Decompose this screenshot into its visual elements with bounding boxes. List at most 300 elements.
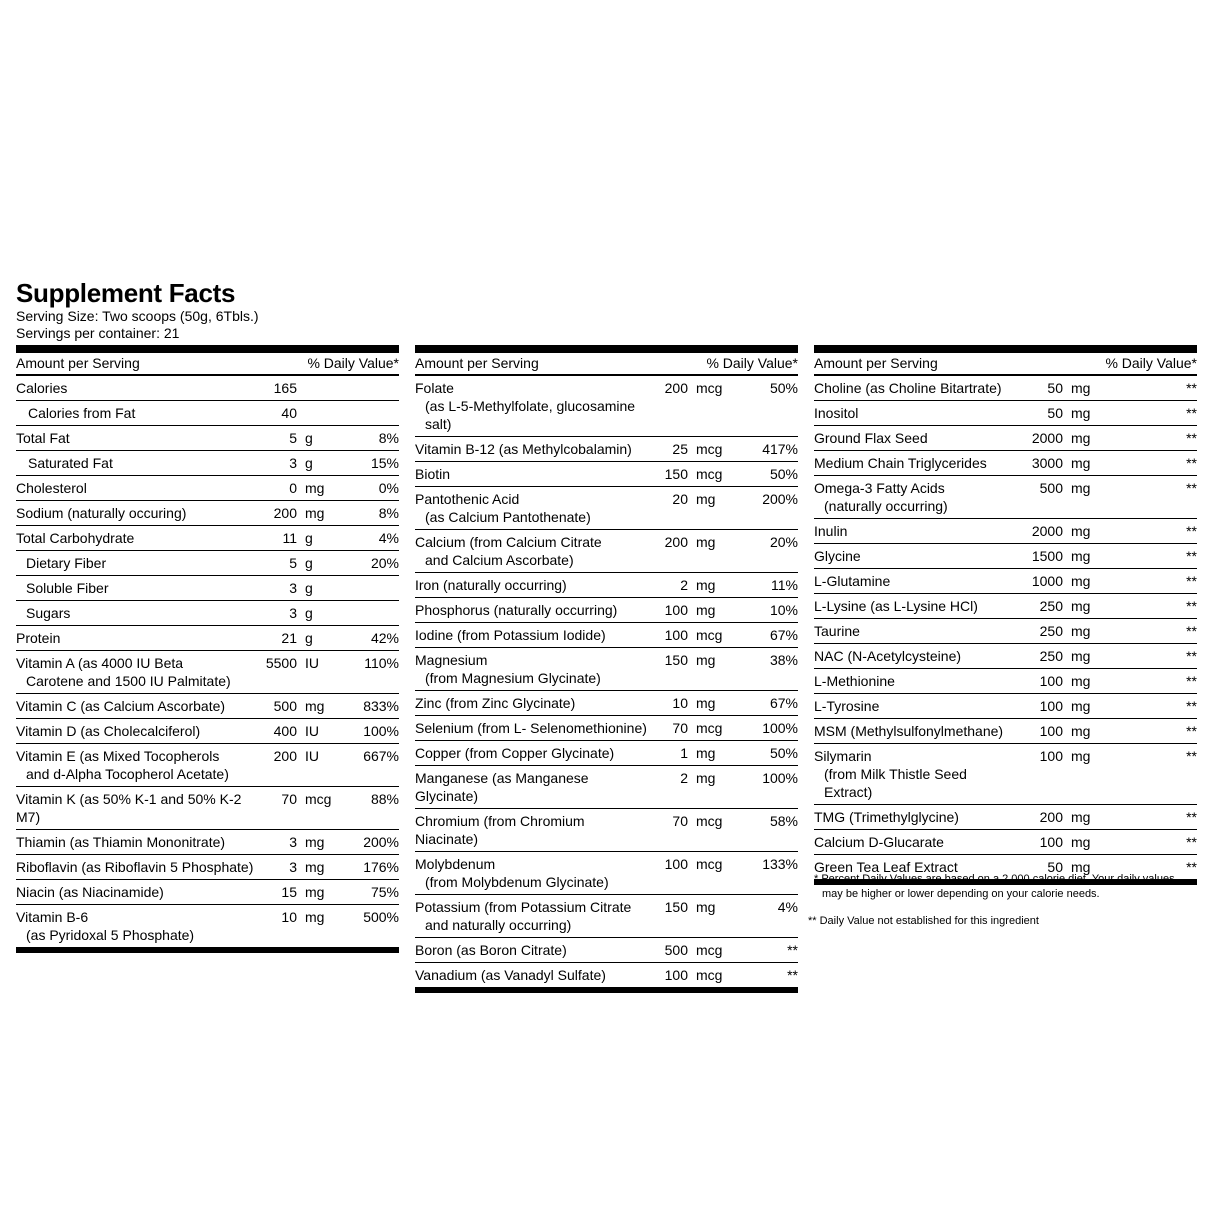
nutrient-name-line: L-Lysine (as L-Lysine HCl) bbox=[814, 598, 978, 614]
nutrient-unit: mg bbox=[305, 859, 325, 875]
nutrient-row bbox=[814, 718, 1197, 743]
nutrient-daily-value: ** bbox=[1186, 405, 1197, 421]
panel-bottom-rule bbox=[16, 947, 399, 953]
nutrient-name-line: Glycine bbox=[814, 548, 861, 564]
nutrient-name-line: Manganese (as Manganese Glycinate) bbox=[415, 770, 589, 804]
nutrient-amount: 250 bbox=[1039, 648, 1063, 664]
nutrient-name-line: Riboflavin (as Riboflavin 5 Phosphate) bbox=[16, 859, 254, 875]
nutrient-amount: 165 bbox=[273, 380, 297, 396]
nutrient-amount: 100 bbox=[1039, 698, 1063, 714]
nutrient-name bbox=[814, 479, 1007, 515]
nutrient-daily-value: ** bbox=[1186, 648, 1197, 664]
nutrient-daily-value: 100% bbox=[762, 720, 798, 736]
nutrient-unit: mg bbox=[696, 695, 716, 711]
nutrient-name bbox=[415, 626, 648, 644]
nutrient-daily-value bbox=[345, 404, 399, 422]
nutrient-name-line: Vitamin C (as Calcium Ascorbate) bbox=[16, 698, 226, 714]
nutrient-panel-1 bbox=[16, 345, 399, 953]
nutrient-unit: mcg bbox=[696, 813, 723, 829]
nutrient-name-line: Calories bbox=[16, 380, 68, 396]
nutrient-daily-value: 833% bbox=[363, 698, 399, 714]
nutrient-amount: 2000 bbox=[1031, 523, 1063, 539]
nutrient-name-line: Vitamin K (as 50% K-1 and 50% K-2 M7) bbox=[16, 791, 242, 825]
nutrient-unit: mg bbox=[1071, 809, 1091, 825]
nutrient-unit: mg bbox=[696, 899, 716, 915]
nutrient-amount: 50 bbox=[1047, 405, 1063, 421]
amount-header: Amount per Serving bbox=[415, 355, 539, 371]
nutrient-row bbox=[415, 622, 798, 647]
nutrient-daily-value: ** bbox=[1186, 698, 1197, 714]
nutrient-name-line: Magnesium bbox=[415, 652, 488, 668]
nutrient-row bbox=[16, 786, 399, 829]
nutrient-row bbox=[415, 436, 798, 461]
nutrient-amount: 100 bbox=[1039, 748, 1063, 764]
nutrient-daily-value: 20% bbox=[370, 555, 399, 571]
nutrient-row bbox=[415, 962, 798, 987]
nutrient-amount: 3000 bbox=[1031, 455, 1063, 471]
nutrient-row bbox=[16, 550, 399, 575]
nutrient-amount: 150 bbox=[664, 899, 688, 915]
nutrient-amount: 200 bbox=[273, 505, 297, 521]
nutrient-unit: IU bbox=[305, 723, 319, 739]
nutrient-name-line: Selenium (from L- Selenomethionine) bbox=[415, 720, 647, 736]
nutrient-unit: g bbox=[305, 455, 313, 471]
nutrient-name bbox=[16, 554, 257, 572]
nutrient-unit: mg bbox=[1071, 673, 1091, 689]
nutrient-name bbox=[16, 908, 257, 944]
nutrient-row bbox=[814, 618, 1197, 643]
nutrient-amount: 500 bbox=[1039, 480, 1063, 496]
nutrient-daily-value: 50% bbox=[769, 380, 798, 396]
nutrient-amount: 21 bbox=[281, 630, 297, 646]
nutrient-unit: g bbox=[305, 580, 313, 596]
nutrient-row bbox=[16, 879, 399, 904]
nutrient-unit: mcg bbox=[696, 466, 723, 482]
nutrient-row bbox=[415, 376, 798, 436]
nutrient-unit: mcg bbox=[696, 967, 723, 983]
nutrient-amount: 50 bbox=[1047, 859, 1063, 875]
nutrient-row bbox=[16, 525, 399, 550]
nutrient-unit: mcg bbox=[696, 856, 723, 872]
nutrient-name bbox=[814, 697, 1007, 715]
nutrient-name-line: Vitamin E (as Mixed Tocopherols bbox=[16, 748, 220, 764]
dv-header: % Daily Value* bbox=[307, 355, 399, 371]
nutrient-name bbox=[814, 404, 1007, 422]
nutrient-name bbox=[16, 529, 257, 547]
nutrient-name-line: Zinc (from Zinc Glycinate) bbox=[415, 695, 576, 711]
nutrient-row bbox=[814, 593, 1197, 618]
nutrient-name bbox=[16, 604, 257, 622]
nutrient-row bbox=[16, 376, 399, 400]
nutrient-name-line: L-Methionine bbox=[814, 673, 895, 689]
nutrient-name bbox=[16, 379, 257, 397]
nutrient-amount: 50 bbox=[1047, 380, 1063, 396]
panel-top-rule bbox=[415, 345, 798, 353]
nutrient-name-line: Iron (naturally occurring) bbox=[415, 577, 567, 593]
nutrient-name bbox=[415, 719, 648, 737]
nutrient-amount: 3 bbox=[289, 455, 297, 471]
nutrient-row bbox=[415, 529, 798, 572]
nutrient-row bbox=[415, 937, 798, 962]
nutrient-amount: 500 bbox=[273, 698, 297, 714]
nutrient-unit: mg bbox=[1071, 834, 1091, 850]
nutrient-daily-value: 75% bbox=[370, 884, 399, 900]
nutrient-name bbox=[814, 454, 1007, 472]
nutrient-daily-value: 4% bbox=[777, 899, 798, 915]
nutrient-rows bbox=[16, 376, 399, 947]
nutrient-daily-value: 58% bbox=[769, 813, 798, 829]
nutrient-name bbox=[16, 629, 257, 647]
nutrient-name-line2: and Calcium Ascorbate) bbox=[425, 552, 574, 568]
nutrient-unit: mg bbox=[1071, 380, 1091, 396]
nutrient-name bbox=[814, 547, 1007, 565]
nutrient-name-line2: (as Calcium Pantothenate) bbox=[425, 509, 591, 525]
nutrient-name bbox=[16, 883, 257, 901]
nutrient-row bbox=[16, 718, 399, 743]
nutrient-name bbox=[16, 790, 257, 826]
nutrient-daily-value: 200% bbox=[762, 491, 798, 507]
nutrient-name-line: Thiamin (as Thiamin Mononitrate) bbox=[16, 834, 226, 850]
nutrient-amount: 200 bbox=[664, 534, 688, 550]
servings-per-container: Servings per container: 21 bbox=[16, 325, 180, 341]
nutrient-unit: mg bbox=[1071, 648, 1091, 664]
nutrient-unit: mg bbox=[1071, 748, 1091, 764]
panel-top-rule bbox=[16, 345, 399, 353]
nutrient-name-line: Molybdenum bbox=[415, 856, 496, 872]
nutrient-name-line: Boron (as Boron Citrate) bbox=[415, 942, 567, 958]
nutrient-row bbox=[415, 572, 798, 597]
nutrient-daily-value: ** bbox=[1186, 723, 1197, 739]
nutrient-row bbox=[814, 450, 1197, 475]
nutrient-unit: mg bbox=[696, 534, 716, 550]
nutrient-amount: 3 bbox=[289, 859, 297, 875]
nutrient-amount: 40 bbox=[281, 405, 297, 421]
nutrient-amount: 2000 bbox=[1031, 430, 1063, 446]
nutrient-daily-value: ** bbox=[1186, 573, 1197, 589]
nutrient-row bbox=[16, 743, 399, 786]
nutrient-unit: mg bbox=[1071, 859, 1091, 875]
nutrient-unit: mcg bbox=[696, 627, 723, 643]
nutrient-daily-value: ** bbox=[787, 967, 798, 983]
nutrient-daily-value: 100% bbox=[363, 723, 399, 739]
nutrient-name-line: Saturated Fat bbox=[28, 455, 113, 471]
nutrient-name-line2: and d-Alpha Tocopherol Acetate) bbox=[26, 766, 229, 782]
nutrient-row bbox=[814, 568, 1197, 593]
nutrient-amount: 100 bbox=[1039, 673, 1063, 689]
nutrient-name bbox=[415, 744, 648, 762]
nutrient-unit: mcg bbox=[305, 791, 332, 807]
nutrient-name-line: Medium Chain Triglycerides bbox=[814, 455, 987, 471]
nutrient-row bbox=[16, 400, 399, 425]
nutrient-unit: mg bbox=[1071, 523, 1091, 539]
nutrient-rows bbox=[415, 376, 798, 987]
nutrient-unit: g bbox=[305, 630, 313, 646]
nutrient-name bbox=[814, 722, 1007, 740]
nutrient-name-line: Soluble Fiber bbox=[26, 580, 109, 596]
nutrient-name-line: Total Fat bbox=[16, 430, 70, 446]
nutrient-name bbox=[16, 747, 257, 783]
nutrient-daily-value: 500% bbox=[363, 909, 399, 925]
nutrient-name-line: Biotin bbox=[415, 466, 451, 482]
nutrient-amount: 100 bbox=[664, 856, 688, 872]
nutrient-daily-value: 110% bbox=[364, 655, 399, 671]
nutrient-name-line2: (from Magnesium Glycinate) bbox=[425, 670, 601, 686]
nutrient-amount: 100 bbox=[1039, 723, 1063, 739]
nutrient-unit: mg bbox=[696, 770, 716, 786]
nutrient-name-line: MSM (Methylsulfonylmethane) bbox=[814, 723, 1004, 739]
panel-top-rule bbox=[814, 345, 1197, 353]
nutrient-unit: IU bbox=[305, 748, 319, 764]
nutrient-name-line: Sodium (naturally occuring) bbox=[16, 505, 187, 521]
nutrient-row bbox=[814, 668, 1197, 693]
nutrient-amount: 100 bbox=[664, 602, 688, 618]
nutrient-name-line: Green Tea Leaf Extract bbox=[814, 859, 958, 875]
nutrient-unit: mcg bbox=[696, 720, 723, 736]
nutrient-name bbox=[16, 697, 257, 715]
nutrient-name bbox=[415, 440, 648, 458]
nutrient-row bbox=[814, 400, 1197, 425]
nutrient-name bbox=[814, 572, 1007, 590]
nutrient-unit: mcg bbox=[696, 380, 723, 396]
nutrient-row bbox=[814, 829, 1197, 854]
nutrient-name bbox=[16, 479, 257, 497]
nutrient-amount: 1 bbox=[680, 745, 688, 761]
nutrient-daily-value: 67% bbox=[769, 627, 798, 643]
nutrient-daily-value: ** bbox=[1186, 480, 1197, 496]
nutrient-amount: 400 bbox=[273, 723, 297, 739]
nutrient-unit bbox=[297, 379, 345, 397]
nutrient-daily-value: ** bbox=[1186, 455, 1197, 471]
nutrient-name-line: Cholesterol bbox=[16, 480, 87, 496]
nutrient-amount: 70 bbox=[281, 791, 297, 807]
nutrient-unit: mg bbox=[305, 884, 325, 900]
nutrient-unit bbox=[297, 404, 345, 422]
nutrient-name-line: Iodine (from Potassium Iodide) bbox=[415, 627, 606, 643]
nutrient-name bbox=[415, 812, 648, 848]
nutrient-unit: mg bbox=[305, 480, 325, 496]
nutrient-daily-value: 4% bbox=[378, 530, 399, 546]
nutrient-amount: 500 bbox=[664, 942, 688, 958]
nutrient-daily-value: ** bbox=[1186, 430, 1197, 446]
nutrient-row bbox=[16, 450, 399, 475]
footnote-percent-dv: * Percent Daily Values are based on a 2,000 calorie diet. Your daily values may be higher or lower depending on your calorie needs. bbox=[814, 873, 1175, 900]
nutrient-name bbox=[814, 647, 1007, 665]
panel-bottom-rule bbox=[415, 987, 798, 993]
nutrient-name-line: Sugars bbox=[26, 605, 71, 621]
nutrient-daily-value: 88% bbox=[370, 791, 399, 807]
nutrient-unit: mg bbox=[696, 652, 716, 668]
nutrient-unit: mg bbox=[696, 491, 716, 507]
nutrient-name-line: Calcium D-Glucarate bbox=[814, 834, 944, 850]
nutrient-name-line: Niacin (as Niacinamide) bbox=[16, 884, 164, 900]
nutrient-daily-value: 10% bbox=[769, 602, 798, 618]
nutrient-name bbox=[814, 672, 1007, 690]
nutrient-name bbox=[16, 404, 257, 422]
footnotes bbox=[808, 872, 1198, 929]
nutrient-daily-value: ** bbox=[1186, 380, 1197, 396]
nutrient-name bbox=[16, 579, 257, 597]
nutrient-daily-value bbox=[345, 604, 399, 622]
nutrient-name bbox=[814, 747, 1007, 801]
nutrient-row bbox=[16, 575, 399, 600]
nutrient-daily-value: 50% bbox=[769, 466, 798, 482]
nutrient-name-line2: and naturally occurring) bbox=[425, 917, 572, 933]
nutrient-amount: 250 bbox=[1039, 598, 1063, 614]
nutrient-name bbox=[814, 379, 1007, 397]
nutrient-name-line: Inositol bbox=[814, 405, 859, 421]
nutrient-unit: mg bbox=[1071, 573, 1091, 589]
nutrient-amount: 70 bbox=[672, 813, 688, 829]
nutrient-name-line: Choline (as Choline Bitartrate) bbox=[814, 380, 1002, 396]
nutrient-row bbox=[814, 643, 1197, 668]
nutrient-unit: mg bbox=[1071, 455, 1091, 471]
nutrient-amount: 150 bbox=[664, 466, 688, 482]
nutrient-daily-value: 67% bbox=[769, 695, 798, 711]
nutrient-name-line: Phosphorus (naturally occurring) bbox=[415, 602, 618, 618]
nutrient-amount: 250 bbox=[1039, 623, 1063, 639]
nutrient-unit: mg bbox=[696, 577, 716, 593]
nutrient-amount: 200 bbox=[273, 748, 297, 764]
nutrient-row bbox=[415, 647, 798, 690]
nutrient-name-line: Inulin bbox=[814, 523, 848, 539]
nutrient-row bbox=[814, 804, 1197, 829]
nutrient-daily-value: 0% bbox=[378, 480, 399, 496]
nutrient-daily-value: 667% bbox=[363, 748, 399, 764]
nutrient-row bbox=[415, 851, 798, 894]
nutrient-name bbox=[16, 858, 257, 876]
amount-header: Amount per Serving bbox=[16, 355, 140, 371]
nutrient-name bbox=[415, 379, 648, 433]
nutrient-name bbox=[415, 533, 648, 569]
nutrient-row bbox=[814, 475, 1197, 518]
nutrient-unit: mcg bbox=[696, 441, 723, 457]
nutrient-row bbox=[814, 693, 1197, 718]
nutrient-amount: 100 bbox=[664, 967, 688, 983]
nutrient-name-line: Calories from Fat bbox=[28, 405, 136, 421]
nutrient-daily-value: ** bbox=[1186, 598, 1197, 614]
nutrient-daily-value: 15% bbox=[370, 455, 399, 471]
page-title: Supplement Facts bbox=[16, 278, 236, 308]
nutrient-amount: 200 bbox=[664, 380, 688, 396]
nutrient-amount: 3 bbox=[289, 605, 297, 621]
nutrient-name bbox=[814, 622, 1007, 640]
nutrient-name bbox=[16, 833, 257, 851]
nutrient-row bbox=[16, 693, 399, 718]
nutrient-name-line: Calcium (from Calcium Citrate bbox=[415, 534, 602, 550]
nutrient-name bbox=[814, 808, 1007, 826]
nutrient-daily-value: ** bbox=[1186, 548, 1197, 564]
nutrient-panel-3 bbox=[814, 345, 1197, 885]
nutrient-unit: g bbox=[305, 530, 313, 546]
nutrient-name bbox=[415, 694, 648, 712]
nutrient-name-line: Protein bbox=[16, 630, 61, 646]
nutrient-amount: 3 bbox=[289, 580, 297, 596]
nutrient-name-line: Chromium (from Chromium Niacinate) bbox=[415, 813, 585, 847]
nutrient-name bbox=[415, 465, 648, 483]
nutrient-row bbox=[415, 461, 798, 486]
nutrient-amount: 5 bbox=[289, 555, 297, 571]
nutrient-name-line: Vitamin A (as 4000 IU Beta bbox=[16, 655, 184, 671]
nutrient-name-line2: (naturally occurring) bbox=[824, 498, 948, 514]
nutrient-name-line: Pantothenic Acid bbox=[415, 491, 520, 507]
footnote-not-established: ** Daily Value not established for this ingredient bbox=[808, 915, 1039, 927]
nutrient-row bbox=[16, 475, 399, 500]
nutrient-name bbox=[415, 769, 648, 805]
nutrient-name-line: Potassium (from Potassium Citrate bbox=[415, 899, 632, 915]
nutrient-unit: mg bbox=[1071, 480, 1091, 496]
nutrient-row bbox=[16, 829, 399, 854]
nutrient-name-line: L-Glutamine bbox=[814, 573, 891, 589]
nutrient-name-line2: (as L-5-Methylfolate, glucosamine salt) bbox=[425, 398, 636, 432]
nutrient-amount: 10 bbox=[672, 695, 688, 711]
serving-size: Serving Size: Two scoops (50g, 6Tbls.) bbox=[16, 308, 259, 324]
nutrient-name-line2: (as Pyridoxal 5 Phosphate) bbox=[26, 927, 195, 943]
nutrient-row bbox=[16, 650, 399, 693]
nutrient-name bbox=[415, 601, 648, 619]
nutrient-unit: mg bbox=[1071, 723, 1091, 739]
nutrient-row bbox=[415, 808, 798, 851]
nutrient-amount: 5 bbox=[289, 430, 297, 446]
nutrient-amount: 2 bbox=[680, 770, 688, 786]
nutrient-daily-value: 417% bbox=[762, 441, 798, 457]
nutrient-unit: mg bbox=[305, 505, 325, 521]
nutrient-daily-value: 200% bbox=[363, 834, 399, 850]
nutrient-amount: 0 bbox=[289, 480, 297, 496]
nutrient-amount: 15 bbox=[281, 884, 297, 900]
nutrient-daily-value: 11% bbox=[771, 577, 798, 593]
nutrient-daily-value: ** bbox=[1186, 673, 1197, 689]
nutrient-panel-2 bbox=[415, 345, 798, 993]
nutrient-name bbox=[415, 576, 648, 594]
nutrient-name-line2: Carotene and 1500 IU Palmitate) bbox=[26, 673, 231, 689]
nutrient-row bbox=[415, 597, 798, 622]
nutrient-name bbox=[16, 429, 257, 447]
nutrient-unit: mg bbox=[305, 834, 325, 850]
nutrient-name bbox=[814, 429, 1007, 447]
nutrient-amount: 5500 bbox=[265, 655, 297, 671]
nutrient-row bbox=[814, 376, 1197, 400]
nutrient-amount: 11 bbox=[282, 530, 297, 546]
nutrient-daily-value: 133% bbox=[762, 856, 798, 872]
nutrient-amount: 150 bbox=[664, 652, 688, 668]
nutrient-name-line: Vanadium (as Vanadyl Sulfate) bbox=[415, 967, 606, 983]
nutrient-daily-value: ** bbox=[1186, 834, 1197, 850]
nutrient-unit: mg bbox=[1071, 430, 1091, 446]
nutrient-name-line: Total Carbohydrate bbox=[16, 530, 135, 546]
nutrient-amount: 3 bbox=[289, 834, 297, 850]
nutrient-daily-value: 50% bbox=[769, 745, 798, 761]
nutrient-daily-value: 20% bbox=[769, 534, 798, 550]
nutrient-row bbox=[415, 715, 798, 740]
nutrient-name-line: Vitamin D (as Cholecalciferol) bbox=[16, 723, 201, 739]
nutrient-name-line: Dietary Fiber bbox=[26, 555, 107, 571]
nutrient-row bbox=[814, 518, 1197, 543]
column-header bbox=[415, 353, 798, 376]
nutrient-name bbox=[16, 504, 257, 522]
nutrient-row bbox=[415, 894, 798, 937]
nutrient-daily-value: 8% bbox=[378, 430, 399, 446]
nutrient-name-line: Taurine bbox=[814, 623, 860, 639]
nutrient-daily-value: 38% bbox=[769, 652, 798, 668]
nutrient-daily-value: ** bbox=[1186, 523, 1197, 539]
nutrient-unit: mg bbox=[1071, 598, 1091, 614]
nutrient-row bbox=[16, 854, 399, 879]
nutrient-amount: 200 bbox=[1039, 809, 1063, 825]
nutrient-daily-value bbox=[345, 579, 399, 597]
nutrient-name-line: Ground Flax Seed bbox=[814, 430, 928, 446]
nutrient-name-line2: (from Milk Thistle Seed Extract) bbox=[824, 766, 967, 800]
nutrient-unit: mg bbox=[1071, 405, 1091, 421]
